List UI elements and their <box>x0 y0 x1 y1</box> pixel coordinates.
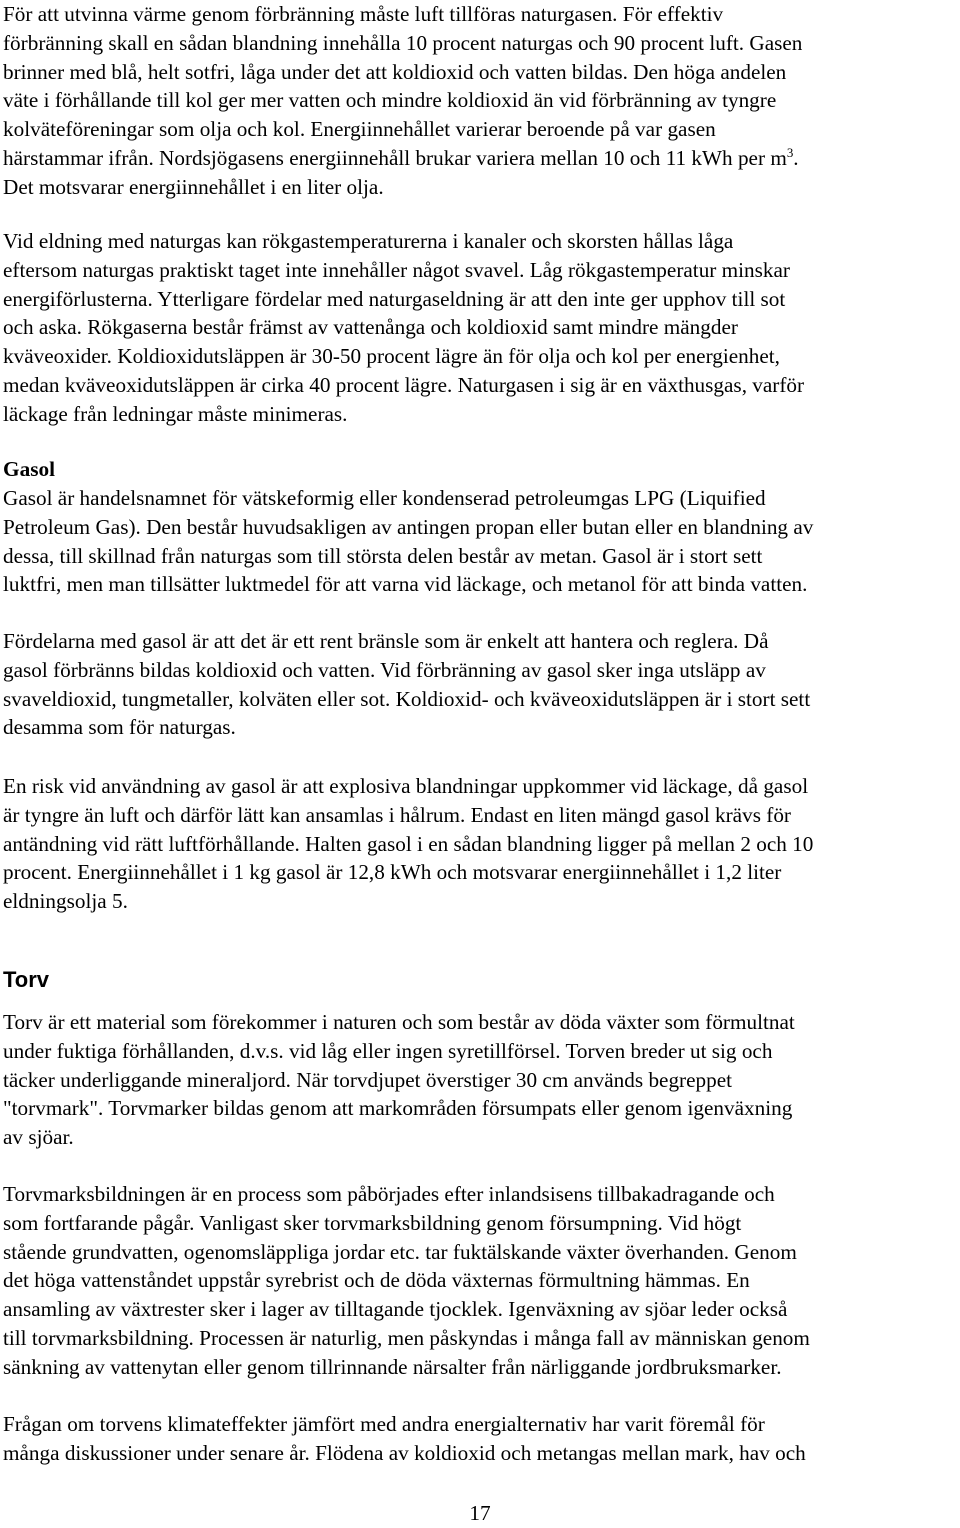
text-line: som fortfarande pågår. Vanligast sker torvmarksbildning genom försumpning. Vid högt <box>3 1210 742 1235</box>
text-line <box>3 144 955 173</box>
paragraph-gasol-definition <box>3 484 959 599</box>
text-line: energiförlusterna. Ytterligare fördelar med naturgaseldning är att den inte ger upphov till sot <box>3 286 786 311</box>
text-line: Det motsvarar energiinnehållet i en liter olja. <box>3 174 384 199</box>
text-line: antändning vid rätt luftförhållande. Halten gasol i en sådan blandning ligger på mellan 2 och 10 <box>3 831 814 856</box>
text-line: väte i förhållande till kol ger mer vatten och mindre koldioxid än vid förbränning av tyngre <box>3 88 777 113</box>
text-line: många diskussioner under senare år. Flödena av koldioxid och metangas mellan mark, hav och <box>3 1440 806 1465</box>
text-line: Fördelarna med gasol är att det är ett rent bränsle som är enkelt att hantera och reglera. Då <box>3 629 769 653</box>
text-line: och aska. Rökgaserna består främst av vattenånga och koldioxid samt mindre mängder <box>3 315 738 340</box>
text-line: desamma som för naturgas. <box>3 715 236 740</box>
text-line: av sjöar. <box>3 1125 74 1150</box>
heading-gasol: Gasol <box>3 457 56 481</box>
text-line: stående grundvatten, ogenomsläppliga jordar etc. tar fuktälskande växter överhanden. Genom <box>3 1239 797 1264</box>
text-line: förbränning skall en sådan blandning innehålla 10 procent naturgas och 90 procent luft. Gasen <box>3 30 803 55</box>
text-line: luktfri, men man tillsätter luktmedel för att varna vid läckage, och metanol för att binda vatten. <box>3 572 808 597</box>
text-line: För att utvinna värme genom förbränning måste luft tillföras naturgasen. För effektiv <box>3 2 724 26</box>
paragraph-torv-climate <box>3 1410 959 1468</box>
paragraph-torv-formation <box>3 1180 959 1382</box>
text-line: kväveoxider. Koldioxidutsläppen är 30-50 procent lägre än för olja och kol per energienhet, <box>3 344 780 369</box>
text-line: medan kväveoxidutsläppen är cirka 40 procent lägre. Naturgasen i sig är en växthusgas, varför <box>3 372 805 397</box>
text-line: är tyngre än luft och därför lätt kan ansamlas i hålrum. Endast en liten mängd gasol krävs för <box>3 802 791 827</box>
text-line: läckage från ledningar måste minimeras. <box>3 401 348 426</box>
text-line: Gasol är handelsnamnet för vätskeformig eller kondenserad petroleumgas LPG (Liquified <box>3 486 766 510</box>
paragraph-gasol-advantages <box>3 627 959 742</box>
text-line: svaveldioxid, tungmetaller, kolväten eller sot. Koldioxid- och kväveoxidutsläppen är i stort sett <box>3 686 811 711</box>
paragraph-naturgas-heating <box>3 227 959 429</box>
text-line: det höga vattenståndet uppstår syrebrist och de döda växternas förmultning hämmas. En <box>3 1268 750 1293</box>
paragraph-gasol-risk <box>3 772 959 916</box>
text-line: sänkning av vattenytan eller genom tillrinnande närsalter från närliggande jordbruksmarker. <box>3 1354 782 1379</box>
text-line: Torv är ett material som förekommer i naturen och som består av döda växter som förmultnat <box>3 1010 795 1034</box>
text-segment: härstammar ifrån. Nordsjögasens energiinnehåll brukar variera mellan 10 och 11 kWh per m <box>3 145 787 170</box>
text-line: ansamling av växtrester sker i lager av tilltagande tjocklek. Igenväxning av sjöar leder också <box>3 1297 788 1322</box>
heading-torv: Torv <box>3 967 50 992</box>
text-line: dessa, till skillnad från naturgas som till största delen består av metan. Gasol är i stort sett <box>3 543 763 568</box>
text-line: täcker underliggande mineraljord. När torvdjupet överstiger 30 cm används begreppet <box>3 1067 733 1092</box>
text-line: till torvmarksbildning. Processen är naturlig, men påskyndas i många fall av människan genom <box>3 1325 810 1350</box>
text-line: Petroleum Gas). Den består huvudsakligen av antingen propan eller butan eller en blandning av <box>3 514 814 539</box>
text-line: Frågan om torvens klimateffekter jämfört med andra energialternativ har varit föremål för <box>3 1412 765 1436</box>
text-line: "torvmark". Torvmarker bildas genom att markområden försumpats eller genom igenväxning <box>3 1096 793 1121</box>
text-line: kolväteföreningar som olja och kol. Energiinnehållet varierar beroende på var gasen <box>3 117 716 142</box>
page-number: 17 <box>469 1501 491 1525</box>
paragraph-naturgas-combustion <box>3 0 959 202</box>
text-line: procent. Energiinnehållet i 1 kg gasol är 12,8 kWh och motsvarar energiinnehållet i 1,2 liter <box>3 860 782 885</box>
text-line: Torvmarksbildningen är en process som påbörjades efter inlandsisens tillbakadragande och <box>3 1182 775 1206</box>
text-line: En risk vid användning av gasol är att explosiva blandningar uppkommer vid läckage, då gasol <box>3 774 809 798</box>
text-line: eldningsolja 5. <box>3 889 128 914</box>
text-segment: . <box>793 145 799 170</box>
text-line: Vid eldning med naturgas kan rökgastemperaturerna i kanaler och skorsten hållas låga <box>3 229 734 253</box>
paragraph-torv-definition <box>3 1008 959 1152</box>
superscript: 3 <box>786 144 794 160</box>
text-line: under fuktiga förhållanden, d.v.s. vid låg eller ingen syretillförsel. Torven breder ut sig och <box>3 1038 773 1063</box>
text-line: eftersom naturgas praktiskt taget inte innehåller något svavel. Låg rökgastemperatur minskar <box>3 257 790 282</box>
text-line: gasol förbränns bildas koldioxid och vatten. Vid förbränning av gasol sker inga utsläpp av <box>3 657 766 682</box>
text-line: brinner med blå, helt sotfri, låga under det att koldioxid och vatten bildas. Den höga andelen <box>3 59 787 84</box>
